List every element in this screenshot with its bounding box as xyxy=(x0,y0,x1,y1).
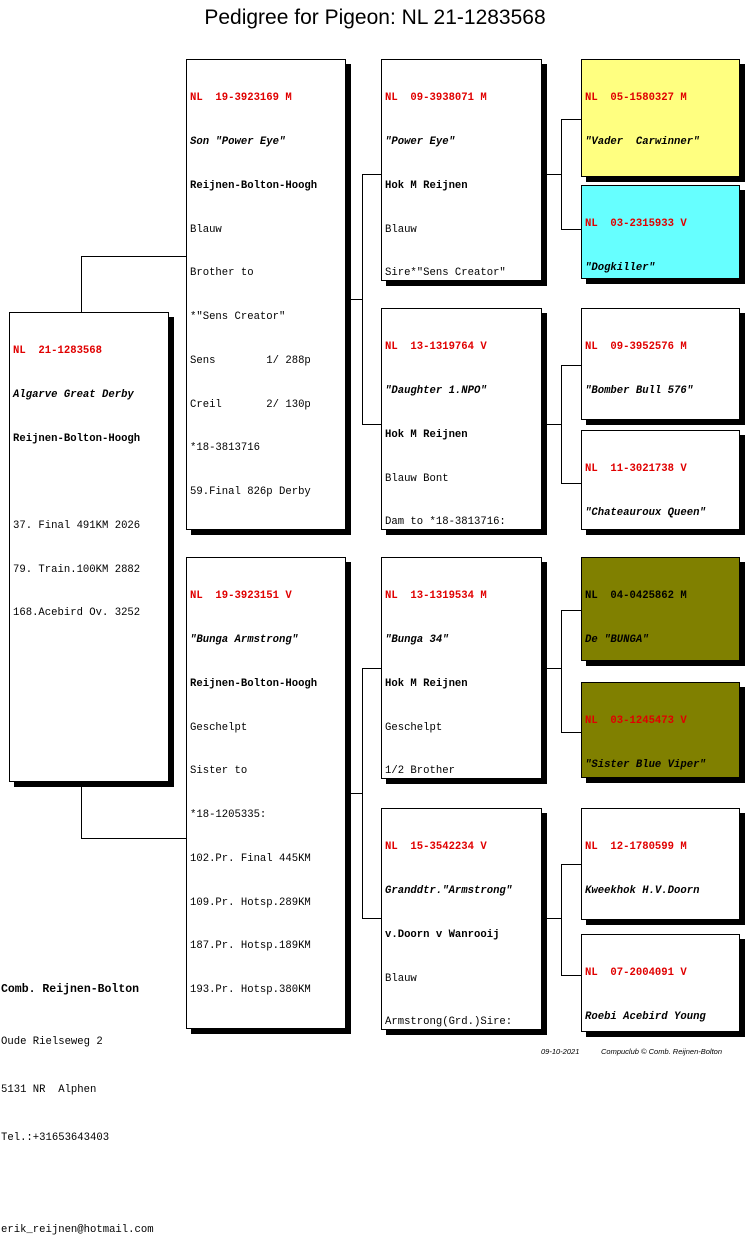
owner-address-line: Oude Rielseweg 2 xyxy=(1,1036,103,1048)
connector-line xyxy=(561,732,581,733)
ring-number: NL 03-1245473 V xyxy=(585,715,687,728)
info-line: Sister to xyxy=(190,765,248,778)
pigeon-name: Granddtr."Armstrong" xyxy=(385,884,513,897)
connector-line xyxy=(81,256,82,313)
ring-number: NL 09-3938071 M xyxy=(385,92,487,105)
footer-date: 09-10-2021 xyxy=(541,1047,580,1056)
pigeon-card-sire[interactable] xyxy=(186,59,346,530)
info-line: Sire*"Sens Creator" xyxy=(385,267,506,280)
pigeon-name: "Power Eye" xyxy=(385,135,455,148)
owner-name: Comb. Reijnen-Bolton xyxy=(1,983,140,996)
connector-line xyxy=(561,483,581,484)
breeder-name: Hok M Reijnen xyxy=(385,677,468,690)
info-line: *18-3813716 xyxy=(190,442,260,455)
connector-line xyxy=(541,424,561,425)
connector-line xyxy=(561,864,581,865)
info-line: Dam to *18-3813716: xyxy=(385,516,506,529)
ring-number: NL 03-2315933 V xyxy=(585,218,687,231)
info-line xyxy=(190,529,342,530)
pigeon-card-subject[interactable] xyxy=(9,312,169,782)
ring-number: NL 12-1780599 M xyxy=(585,841,687,854)
info-line: 37. Final 491KM 2026 xyxy=(13,519,141,532)
ring-number: NL 19-3923151 V xyxy=(190,590,292,603)
ring-number: NL 13-1319764 V xyxy=(385,341,487,354)
connector-line xyxy=(362,174,381,175)
connector-line xyxy=(561,119,562,229)
connector-line xyxy=(541,918,561,919)
connector-line xyxy=(345,793,362,794)
connector-line xyxy=(81,781,82,838)
pigeon-card-sdd[interactable] xyxy=(581,430,740,530)
pigeon-card-dam-sire[interactable] xyxy=(381,557,542,779)
info-line: 168.Acebird Ov. 3252 xyxy=(13,607,141,620)
pigeon-name: "Bunga 34" xyxy=(385,633,449,646)
pigeon-card-dds[interactable] xyxy=(581,808,740,920)
info-line: 193.Pr. Hotsp.380KM xyxy=(190,984,311,997)
owner-address-line: 5131 NR Alphen xyxy=(1,1084,97,1096)
pigeon-card-ddd[interactable] xyxy=(581,934,740,1032)
breeder-name: Reijnen-Bolton-Hoogh xyxy=(190,677,318,690)
connector-line xyxy=(362,668,363,918)
connector-line xyxy=(561,975,581,976)
connector-line xyxy=(561,119,581,120)
info-line: 1/2 Brother xyxy=(385,765,455,778)
pigeon-name: "Bunga Armstrong" xyxy=(190,633,299,646)
info-line: *18-1205335: xyxy=(190,809,267,822)
connector-line xyxy=(561,365,581,366)
info-line xyxy=(13,476,165,490)
breeder-name: Hok M Reijnen xyxy=(385,179,468,192)
page-title: Pedigree for Pigeon: NL 21-1283568 xyxy=(204,6,546,29)
pigeon-name: "Sister Blue Viper" xyxy=(585,758,706,771)
pigeon-name: Algarve Great Derby xyxy=(13,388,134,401)
pigeon-name: "Daughter 1.NPO" xyxy=(385,384,487,397)
pigeon-name: De "BUNGA" xyxy=(585,633,649,646)
pigeon-card-sire-sire[interactable] xyxy=(381,59,542,281)
connector-line xyxy=(541,174,561,175)
info-line: Geschelpt xyxy=(385,721,443,734)
info-line: Blauw xyxy=(385,972,417,985)
info-line xyxy=(190,1027,342,1029)
breeder-name: Reijnen-Bolton-Hoogh xyxy=(190,179,318,192)
connector-line xyxy=(362,918,381,919)
info-line: 59.Final 826p Derby xyxy=(190,486,311,499)
pigeon-card-sds[interactable] xyxy=(581,308,740,420)
ring-number: NL 21-1283568 xyxy=(13,345,103,358)
pigeon-name: Roebi Acebird Young xyxy=(585,1010,706,1023)
breeder-name: Reijnen-Bolton-Hoogh xyxy=(13,432,141,445)
pigeon-card-sire-dam[interactable] xyxy=(381,308,542,530)
connector-line xyxy=(362,424,381,425)
connector-line xyxy=(362,668,381,669)
info-line: Armstrong(Grd.)Sire: xyxy=(385,1016,513,1029)
info-line: 187.Pr. Hotsp.189KM xyxy=(190,940,311,953)
ring-number: NL 13-1319534 M xyxy=(385,590,487,603)
info-line: Brother to xyxy=(190,267,254,280)
connector-line xyxy=(561,365,562,483)
ring-number: NL 05-1580327 M xyxy=(585,92,687,105)
pigeon-card-ssd[interactable] xyxy=(581,185,740,279)
ring-number: NL 04-0425862 M xyxy=(585,590,687,603)
ring-number: NL 07-2004091 V xyxy=(585,967,687,980)
connector-line xyxy=(561,864,562,975)
pigeon-name: Kweekhok H.V.Doorn xyxy=(585,884,700,897)
connector-line xyxy=(81,256,186,257)
pigeon-name: "Chateauroux Queen" xyxy=(585,506,706,519)
info-line: Blauw xyxy=(190,223,222,236)
breeder-name: Hok M Reijnen xyxy=(385,428,468,441)
connector-line xyxy=(561,610,581,611)
pigeon-card-dam[interactable] xyxy=(186,557,346,1029)
info-line: Geschelpt xyxy=(190,721,248,734)
info-line: 79. Train.100KM 2882 xyxy=(13,563,141,576)
info-line: Sens 1/ 288p xyxy=(190,354,311,367)
ring-number: NL 15-3542234 V xyxy=(385,841,487,854)
pigeon-name: "Vader Carwinner" xyxy=(585,135,700,148)
connector-line xyxy=(81,838,186,839)
info-line: Blauw xyxy=(385,223,417,236)
connector-line xyxy=(541,668,561,669)
ring-number: NL 09-3952576 M xyxy=(585,341,687,354)
connector-line xyxy=(362,174,363,424)
ring-number: NL 19-3923169 M xyxy=(190,92,292,105)
pigeon-card-dsd[interactable] xyxy=(581,682,740,778)
ring-number: NL 11-3021738 V xyxy=(585,463,687,476)
info-line: Blauw Bont xyxy=(385,472,449,485)
pigeon-name: "Dogkiller" xyxy=(585,261,655,274)
pigeon-card-sss[interactable] xyxy=(581,59,740,177)
info-line: *"Sens Creator" xyxy=(190,311,286,324)
owner-phone: Tel.:+31653643403 xyxy=(1,1132,110,1144)
info-line: 109.Pr. Hotsp.289KM xyxy=(190,896,311,909)
connector-line xyxy=(561,229,581,230)
connector-line xyxy=(561,610,562,732)
pigeon-name: "Bomber Bull 576" xyxy=(585,384,694,397)
owner-email: erik_reijnen@hotmail.com xyxy=(1,1224,154,1236)
pigeon-card-dam-dam[interactable] xyxy=(381,808,542,1030)
connector-line xyxy=(345,299,362,300)
info-line: 102.Pr. Final 445KM xyxy=(190,852,311,865)
owner-info xyxy=(1,950,154,1254)
info-line: Creil 2/ 130p xyxy=(190,398,311,411)
breeder-name: v.Doorn v Wanrooij xyxy=(385,928,500,941)
pigeon-name: Son "Power Eye" xyxy=(190,135,286,148)
footer-credit: Compuclub © Comb. Reijnen-Bolton xyxy=(601,1047,722,1056)
pigeon-card-dss[interactable] xyxy=(581,557,740,661)
